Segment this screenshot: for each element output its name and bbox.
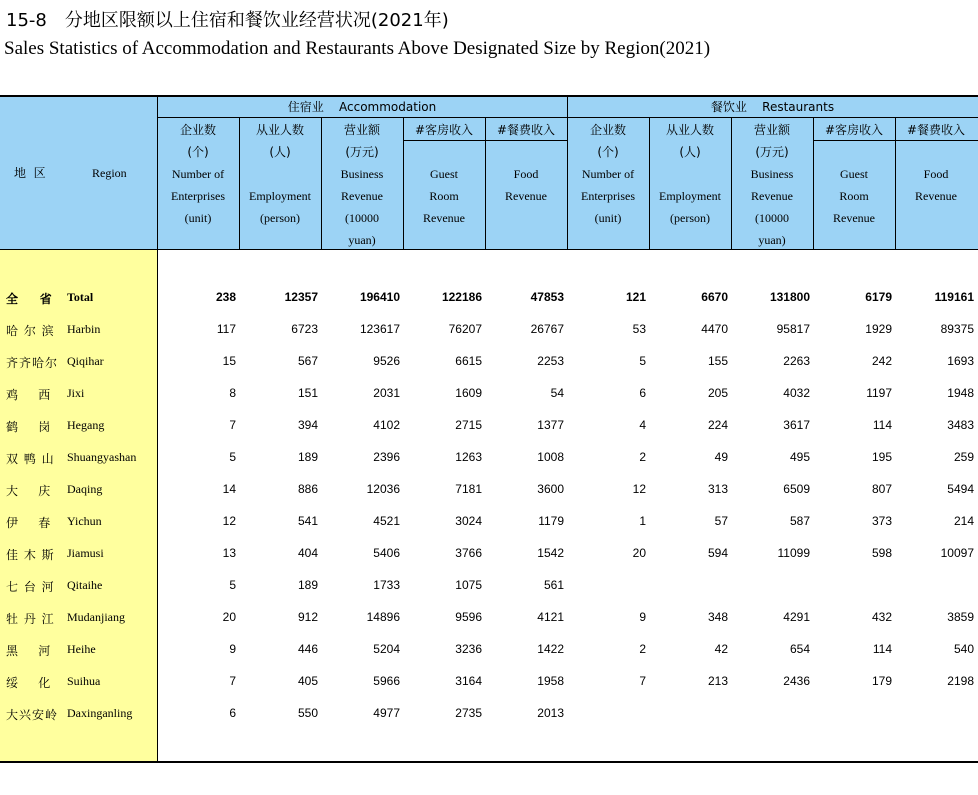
- region-name-en: Mudanjiang: [67, 610, 125, 624]
- table-cell: 1075: [455, 578, 482, 592]
- table-cell: 12: [632, 482, 646, 496]
- table-cell: 567: [297, 354, 318, 368]
- table-cell: 2013: [537, 706, 564, 720]
- table-cell: 9526: [373, 354, 400, 368]
- table-cell: 196410: [359, 290, 400, 304]
- table-cell: 117: [216, 322, 236, 336]
- table-cell: 9: [639, 610, 646, 624]
- column-header-line: Revenue: [833, 211, 875, 225]
- region-name-en: Jiamusi: [67, 546, 104, 560]
- region-name-en: Qiqihar: [67, 354, 104, 368]
- column-header-line: (万元): [755, 145, 789, 159]
- column-header: [649, 119, 731, 229]
- table-cell: 3024: [455, 514, 482, 528]
- column-header-line: 从业人数: [255, 123, 304, 137]
- column-header-line: [813, 141, 895, 163]
- table-cell: 3617: [783, 418, 810, 432]
- table-cell: 405: [297, 674, 318, 688]
- table-cell: 2436: [783, 674, 810, 688]
- table-cell: 561: [543, 578, 564, 592]
- table-cell: 14896: [366, 610, 400, 624]
- column-header-line: 从业人数: [665, 123, 714, 137]
- table-cell: 114: [872, 642, 892, 656]
- region-name-cn: 齐齐哈尔: [6, 356, 59, 370]
- table-cell: 7: [229, 674, 236, 688]
- region-name-en: Yichun: [67, 514, 102, 528]
- region-name-en: Harbin: [67, 322, 101, 336]
- table-cell: 122186: [441, 290, 482, 304]
- region-name-en: Heihe: [67, 642, 96, 656]
- table-cell: 313: [707, 482, 728, 496]
- table-cell: 53: [632, 322, 646, 336]
- table-cell: 20: [222, 610, 236, 624]
- region-name-cn: 绥 化: [6, 676, 52, 690]
- table-cell: 2253: [537, 354, 564, 368]
- column-header-line: 营业额: [343, 123, 380, 137]
- table-cell: 1008: [537, 450, 564, 464]
- table-cell: 5: [229, 450, 236, 464]
- region-name-en: Hegang: [67, 418, 105, 432]
- column-header-line: 营业额: [753, 123, 790, 137]
- table-cell: 12036: [366, 482, 400, 496]
- table-cell: 550: [297, 706, 318, 720]
- accommodation-header: 住宿业 Accommodation: [287, 100, 437, 114]
- table-cell: 1609: [455, 386, 482, 400]
- table-row: [0, 410, 978, 442]
- column-header-line: Revenue: [751, 189, 793, 203]
- table-cell: 89375: [940, 322, 974, 336]
- column-header-line: Revenue: [341, 189, 383, 203]
- table-cell: 54: [550, 386, 564, 400]
- table-cell: 179: [871, 674, 892, 688]
- column-header: [321, 119, 403, 251]
- column-header-line: #餐费收入: [496, 123, 556, 137]
- table-cell: 9: [229, 642, 236, 656]
- table-cell: 5: [639, 354, 646, 368]
- table-cell: 47853: [530, 290, 564, 304]
- table-cell: 594: [707, 546, 728, 560]
- table-cell: 195: [871, 450, 892, 464]
- table-cell: 4121: [537, 610, 564, 624]
- column-header-line: #客房收入: [824, 123, 884, 137]
- table-cell: 2: [639, 450, 646, 464]
- table-row: [0, 442, 978, 474]
- table-cell: 348: [707, 610, 728, 624]
- region-name-cn: 七 台 河: [6, 580, 55, 594]
- table-cell: 7: [229, 418, 236, 432]
- table-cell: 15: [222, 354, 236, 368]
- column-header-line: Revenue: [505, 189, 547, 203]
- column-header-line: Room: [429, 189, 459, 203]
- column-header-line: Employment: [249, 189, 311, 203]
- region-name-en: Qitaihe: [67, 578, 103, 592]
- table-cell: 6: [229, 706, 236, 720]
- column-header-line: Guest: [430, 167, 458, 181]
- column-header-line: #餐费收入: [906, 123, 966, 137]
- table-cell: 213: [707, 674, 728, 688]
- column-header-line: Employment: [659, 189, 721, 203]
- table-cell: 6615: [455, 354, 482, 368]
- table-cell: 95817: [776, 322, 810, 336]
- region-name-cn: 鸡 西: [6, 388, 52, 402]
- column-header-line: Room: [839, 189, 869, 203]
- table-cell: 2396: [373, 450, 400, 464]
- title-chinese: [6, 6, 449, 32]
- region-name-cn: 双 鸭 山: [6, 452, 55, 466]
- table-cell: 20: [632, 546, 646, 560]
- table-row: [0, 346, 978, 378]
- column-header-line: (个): [597, 145, 619, 159]
- region-header-cn: 地 区: [14, 166, 46, 180]
- table-row: [0, 282, 978, 314]
- table-row: [0, 602, 978, 634]
- table-row: [0, 634, 978, 666]
- table-cell: 57: [714, 514, 728, 528]
- table-cell: 14: [222, 482, 236, 496]
- column-header-line: Enterprises: [171, 189, 225, 203]
- table-cell: 119161: [934, 290, 974, 304]
- table-cell: 1542: [537, 546, 564, 560]
- column-header-line: Business: [750, 167, 794, 181]
- column-header-line: Number of: [171, 167, 225, 181]
- region-name-en: Total: [67, 290, 94, 304]
- table-cell: 4470: [701, 322, 728, 336]
- table-cell: 114: [872, 418, 892, 432]
- table-cell: 49: [714, 450, 728, 464]
- table-cell: 5494: [947, 482, 974, 496]
- column-header-line: (unit): [184, 211, 212, 225]
- column-header-line: [239, 163, 321, 185]
- table-cell: 1179: [538, 514, 564, 528]
- table-cell: 1948: [947, 386, 974, 400]
- table-cell: 373: [871, 514, 892, 528]
- region-name-en: Jixi: [67, 386, 85, 400]
- table-cell: 446: [297, 642, 318, 656]
- table-cell: 1733: [373, 578, 400, 592]
- region-name-en: Suihua: [67, 674, 101, 688]
- table-cell: 1197: [866, 386, 892, 400]
- table-cell: 121: [625, 290, 646, 304]
- table-cell: 5966: [373, 674, 400, 688]
- column-header-line: (人): [679, 145, 701, 159]
- region-name-cn: 佳 木 斯: [6, 548, 55, 562]
- table-cell: 13: [222, 546, 236, 560]
- bottom-border: [0, 761, 978, 763]
- table-cell: 5406: [373, 546, 400, 560]
- table-cell: 2031: [373, 386, 400, 400]
- column-header-line: yuan): [758, 233, 786, 247]
- column-header-line: [485, 141, 567, 163]
- column-header-line: (万元): [345, 145, 379, 159]
- table-cell: 42: [714, 642, 728, 656]
- table-cell: 8: [229, 386, 236, 400]
- table-cell: 242: [871, 354, 892, 368]
- column-header: [731, 119, 813, 251]
- table-cell: 123617: [359, 322, 400, 336]
- table-cell: 3766: [455, 546, 482, 560]
- table-cell: 4521: [373, 514, 400, 528]
- table-cell: 6723: [291, 322, 318, 336]
- table-cell: 259: [953, 450, 974, 464]
- table-cell: 6: [639, 386, 646, 400]
- region-name-cn: 全 省: [6, 292, 53, 306]
- table-cell: 12: [222, 514, 236, 528]
- column-header-line: Revenue: [915, 189, 957, 203]
- column-header: [567, 119, 649, 229]
- column-header-line: (unit): [594, 211, 622, 225]
- region-name-cn: 黑 河: [6, 644, 52, 658]
- column-header-line: Enterprises: [581, 189, 635, 203]
- table-cell: 205: [707, 386, 728, 400]
- table-row: [0, 506, 978, 538]
- table-cell: 2735: [455, 706, 482, 720]
- table-cell: 131800: [769, 290, 810, 304]
- region-name-en: Daqing: [67, 482, 103, 496]
- table-cell: 4102: [373, 418, 400, 432]
- table-cell: 76207: [448, 322, 482, 336]
- table-cell: 432: [871, 610, 892, 624]
- table-cell: 1958: [537, 674, 564, 688]
- column-header: [239, 119, 321, 229]
- table-row: [0, 666, 978, 698]
- table-cell: 4977: [373, 706, 400, 720]
- table-cell: 886: [297, 482, 318, 496]
- column-header-line: (person): [670, 211, 710, 225]
- table-cell: 11099: [777, 546, 810, 560]
- table-cell: 3600: [537, 482, 564, 496]
- table-cell: 6670: [701, 290, 728, 304]
- table-cell: 1: [639, 514, 646, 528]
- column-header-line: (10000: [755, 211, 789, 225]
- column-header-line: Food: [923, 167, 949, 181]
- table-cell: 495: [789, 450, 810, 464]
- table-cell: 807: [871, 482, 892, 496]
- table-cell: 189: [297, 450, 318, 464]
- region-name-cn: 大 庆: [6, 484, 52, 498]
- table-cell: 4: [639, 418, 646, 432]
- table-cell: 598: [871, 546, 892, 560]
- table-cell: 9596: [455, 610, 482, 624]
- table-cell: 1422: [537, 642, 564, 656]
- table-cell: 1693: [947, 354, 974, 368]
- table-cell: 189: [297, 578, 318, 592]
- column-header-line: 企业数: [589, 123, 626, 137]
- table-row: [0, 378, 978, 410]
- column-header-line: Guest: [840, 167, 868, 181]
- column-header-line: Number of: [581, 167, 635, 181]
- table-row: [0, 570, 978, 602]
- table-cell: 654: [789, 642, 810, 656]
- column-header: [403, 119, 485, 229]
- column-header-line: Business: [340, 167, 384, 181]
- table-cell: 238: [215, 290, 236, 304]
- region-name-en: Shuangyashan: [67, 450, 137, 464]
- column-header-line: #客房收入: [414, 123, 474, 137]
- table-row: [0, 538, 978, 570]
- table-cell: 6179: [865, 290, 892, 304]
- table-cell: 587: [789, 514, 810, 528]
- table-cell: 224: [707, 418, 728, 432]
- region-name-cn: 伊 春: [6, 516, 52, 530]
- table-cell: 4032: [783, 386, 810, 400]
- column-header: [813, 119, 895, 229]
- table-cell: 155: [707, 354, 728, 368]
- column-header-line: Food: [513, 167, 539, 181]
- column-header-line: (人): [269, 145, 291, 159]
- table-cell: 10097: [940, 546, 974, 560]
- table-cell: 541: [297, 514, 318, 528]
- table-cell: 3236: [455, 642, 482, 656]
- table-cell: 1929: [865, 322, 892, 336]
- table-number: 15-8: [6, 10, 47, 31]
- table-cell: 4291: [783, 610, 810, 624]
- table-cell: 394: [297, 418, 318, 432]
- region-name-cn: 牡 丹 江: [6, 612, 55, 626]
- title-chinese-text: 分地区限额以上住宿和餐饮业经营状况(2021年): [64, 10, 449, 31]
- column-header: [485, 119, 567, 207]
- table-cell: 214: [953, 514, 974, 528]
- column-header-line: [649, 163, 731, 185]
- table-row: [0, 474, 978, 506]
- table-cell: 3164: [455, 674, 482, 688]
- table-cell: 5204: [373, 642, 400, 656]
- column-header-line: [895, 141, 977, 163]
- column-header-line: Revenue: [423, 211, 465, 225]
- table-cell: 151: [297, 386, 318, 400]
- column-header-line: (个): [187, 145, 209, 159]
- table-cell: 2715: [455, 418, 482, 432]
- column-header: [895, 119, 977, 207]
- column-header-line: [403, 141, 485, 163]
- header-bottom-border: [0, 249, 978, 250]
- region-name-cn: 大兴安岭: [6, 708, 59, 722]
- table-cell: 912: [297, 610, 318, 624]
- table-cell: 12357: [284, 290, 318, 304]
- column-header-line: (person): [260, 211, 300, 225]
- table-row: [0, 698, 978, 730]
- table-cell: 6509: [783, 482, 810, 496]
- table-cell: 26767: [530, 322, 564, 336]
- restaurants-header: 餐饮业 Restaurants: [710, 100, 835, 114]
- title-english: Sales Statistics of Accommodation and Restaurants Above Designated Size by Region(2021): [4, 38, 711, 59]
- table-cell: 2263: [783, 354, 810, 368]
- table-cell: 540: [953, 642, 974, 656]
- column-header-line: 企业数: [179, 123, 216, 137]
- table-cell: 3483: [947, 418, 974, 432]
- table-cell: 5: [229, 578, 236, 592]
- table-cell: 7: [639, 674, 646, 688]
- region-name-cn: 鹤 岗: [6, 420, 52, 434]
- column-header-line: yuan): [348, 233, 376, 247]
- table-cell: 1377: [537, 418, 564, 432]
- table-cell: 404: [297, 546, 318, 560]
- region-name-en: Daxinganling: [67, 706, 133, 720]
- region-header-en: Region: [92, 166, 127, 180]
- table-cell: 3859: [947, 610, 974, 624]
- table-cell: 1263: [455, 450, 482, 464]
- region-name-cn: 哈 尔 滨: [6, 324, 55, 338]
- table-cell: 2198: [947, 674, 974, 688]
- column-header: [157, 119, 239, 229]
- table-cell: 2: [639, 642, 646, 656]
- column-header-line: (10000: [345, 211, 379, 225]
- table-cell: 7181: [455, 482, 482, 496]
- table-row: [0, 314, 978, 346]
